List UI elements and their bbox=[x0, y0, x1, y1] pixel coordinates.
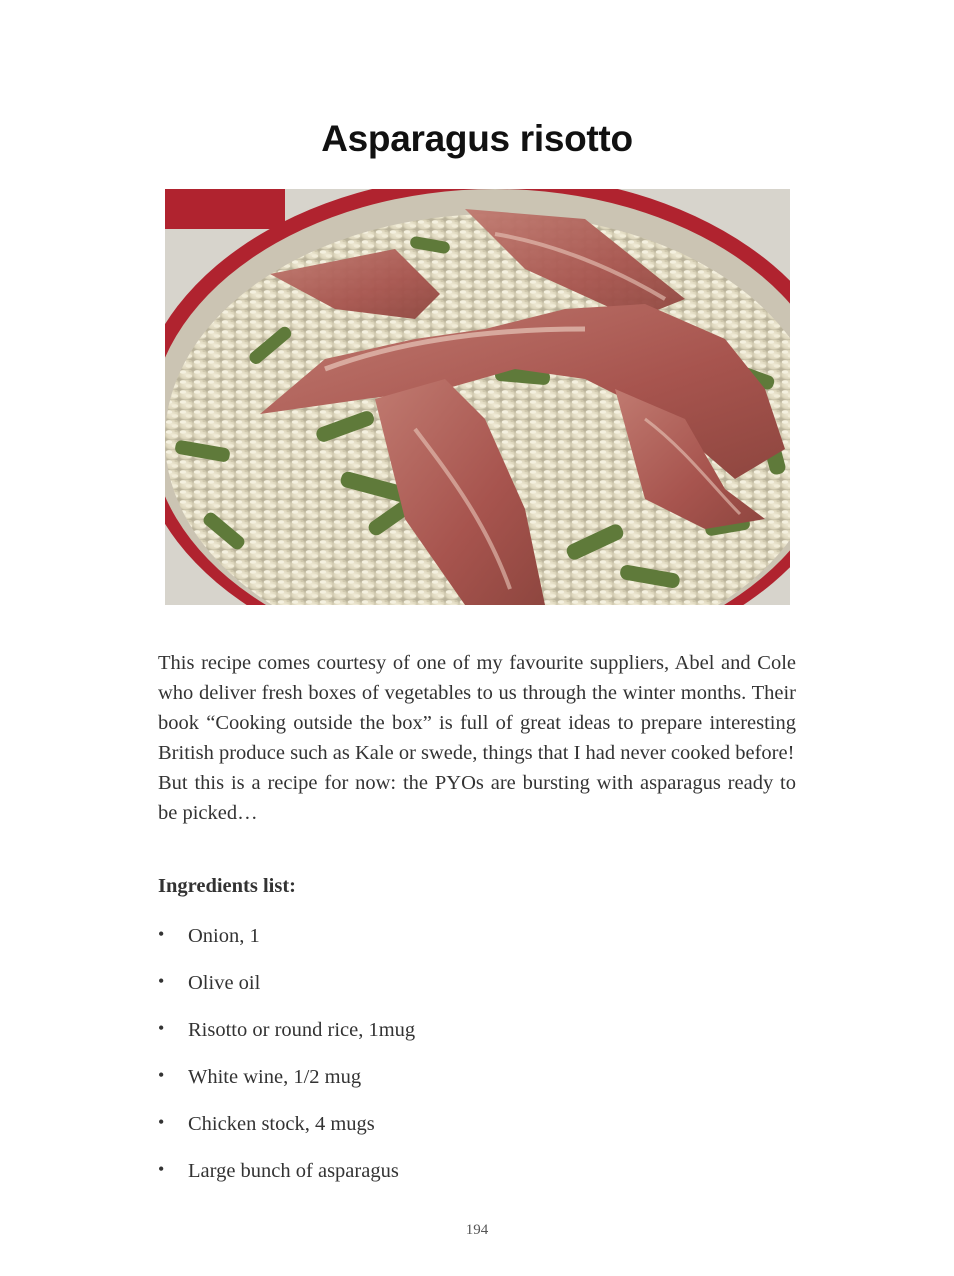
intro-paragraph: But this is a recipe for now: the PYOs are bursting with asparagus ready to be picked… bbox=[158, 772, 796, 824]
ingredient-text: Chicken stock, 4 mugs bbox=[188, 1113, 375, 1135]
bullet-icon: • bbox=[158, 1065, 165, 1085]
risotto-photo-illustration bbox=[165, 189, 790, 605]
ingredient-text: Olive oil bbox=[188, 972, 261, 994]
bullet-icon: • bbox=[158, 924, 165, 944]
intro-paragraph: This recipe comes courtesy of one of my favourite suppliers, Abel and Cole who deliver fresh boxes of vegetables to us through the winter months. Their book “Cooking outside the box” is full of great ideas to prepare interesting British produce such as Kale or swede, things that I had never cooked before! bbox=[158, 652, 796, 764]
ingredient-item bbox=[158, 968, 796, 1015]
risotto-photo bbox=[165, 189, 790, 605]
ingredient-text: Onion, 1 bbox=[188, 925, 260, 947]
ingredients-heading: Ingredients list: bbox=[158, 875, 297, 897]
ingredient-item bbox=[158, 1015, 796, 1062]
ingredient-text: Risotto or round rice, 1mug bbox=[188, 1019, 416, 1041]
bullet-icon: • bbox=[158, 1018, 165, 1038]
ingredient-item bbox=[158, 1062, 796, 1109]
ingredient-item bbox=[158, 1109, 796, 1156]
ingredient-item bbox=[158, 921, 796, 968]
intro-text bbox=[158, 648, 796, 828]
bullet-icon: • bbox=[158, 1112, 165, 1132]
ingredients-list bbox=[158, 921, 796, 1203]
ingredient-text: Large bunch of asparagus bbox=[188, 1160, 399, 1182]
ingredient-text: White wine, 1/2 mug bbox=[188, 1066, 362, 1088]
ingredient-item bbox=[158, 1156, 796, 1203]
page-number: 194 bbox=[465, 1222, 489, 1238]
bullet-icon: • bbox=[158, 1159, 165, 1179]
page-title: Asparagus risotto bbox=[321, 118, 633, 159]
bullet-icon: • bbox=[158, 971, 165, 991]
